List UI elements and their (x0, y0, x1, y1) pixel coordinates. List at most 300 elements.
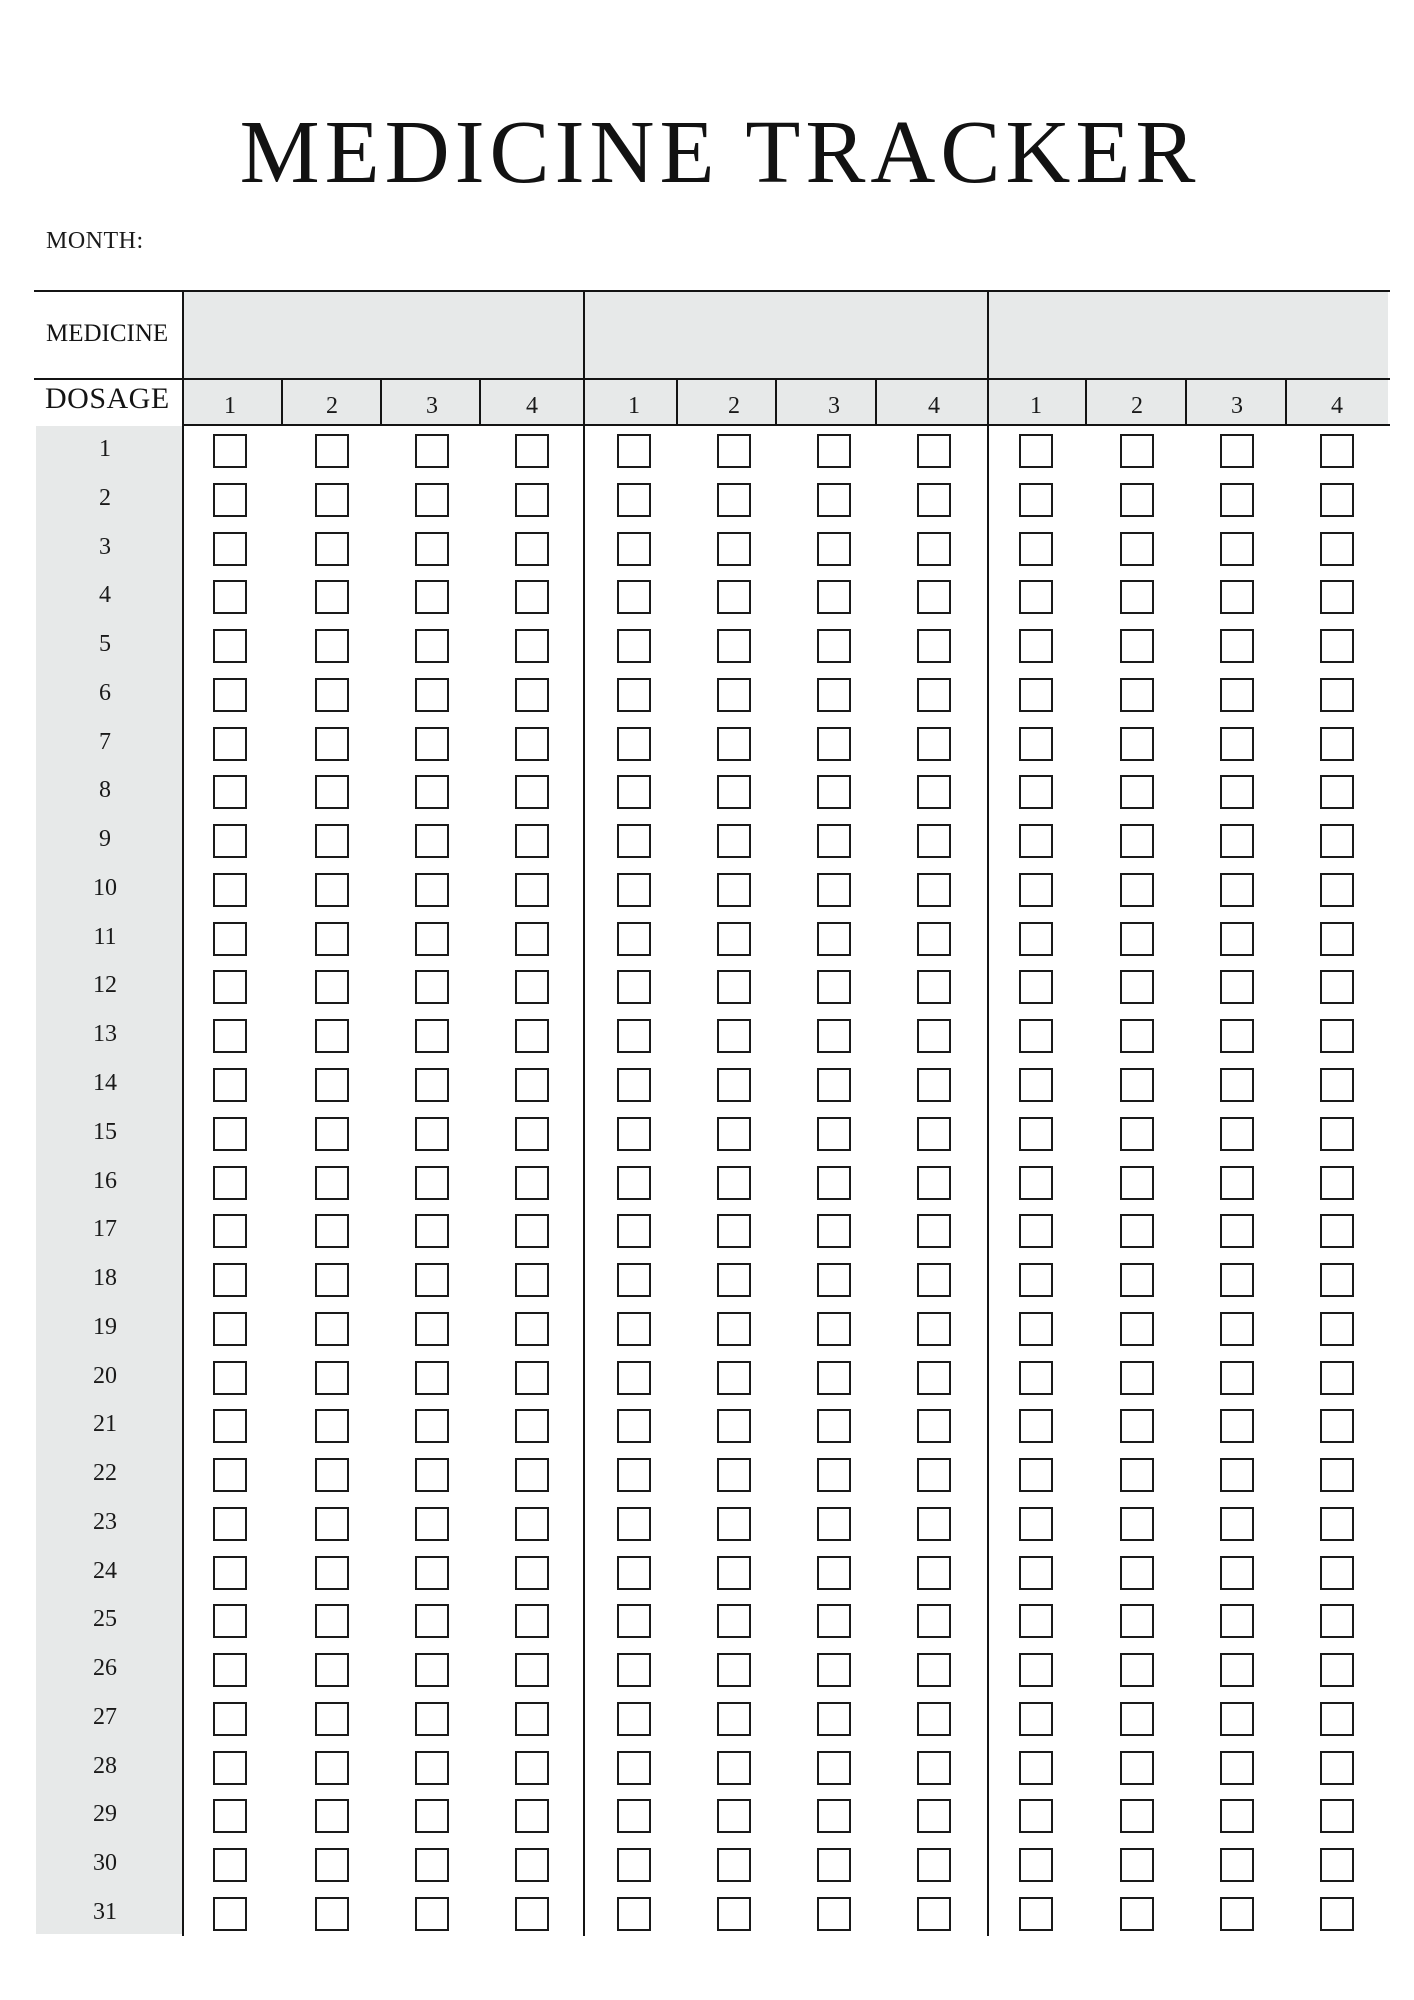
dose-checkbox[interactable] (817, 1214, 851, 1248)
dose-checkbox[interactable] (515, 1117, 549, 1151)
dose-checkbox[interactable] (717, 532, 751, 566)
dose-checkbox[interactable] (817, 678, 851, 712)
dose-checkbox[interactable] (315, 1312, 349, 1346)
dose-checkbox[interactable] (1220, 1117, 1254, 1151)
dose-checkbox[interactable] (717, 1604, 751, 1638)
dose-checkbox[interactable] (917, 1214, 951, 1248)
dose-checkbox[interactable] (315, 1458, 349, 1492)
dose-checkbox[interactable] (415, 775, 449, 809)
dose-checkbox[interactable] (617, 1702, 651, 1736)
dose-checkbox[interactable] (1120, 922, 1154, 956)
dose-checkbox[interactable] (1320, 629, 1354, 663)
dose-checkbox[interactable] (717, 629, 751, 663)
dose-checkbox[interactable] (515, 970, 549, 1004)
dose-checkbox[interactable] (1019, 922, 1053, 956)
dose-checkbox[interactable] (1220, 1458, 1254, 1492)
dose-checkbox[interactable] (1120, 580, 1154, 614)
dose-checkbox[interactable] (1120, 1312, 1154, 1346)
dose-checkbox[interactable] (515, 1214, 549, 1248)
dose-checkbox[interactable] (1220, 922, 1254, 956)
dose-checkbox[interactable] (1320, 483, 1354, 517)
dose-checkbox[interactable] (917, 775, 951, 809)
dose-checkbox[interactable] (1019, 1409, 1053, 1443)
dose-checkbox[interactable] (1220, 1214, 1254, 1248)
dose-checkbox[interactable] (515, 1409, 549, 1443)
dose-checkbox[interactable] (213, 434, 247, 468)
dose-checkbox[interactable] (213, 1507, 247, 1541)
dose-checkbox[interactable] (917, 532, 951, 566)
dose-checkbox[interactable] (1320, 1214, 1354, 1248)
dose-checkbox[interactable] (1220, 824, 1254, 858)
dose-checkbox[interactable] (315, 1409, 349, 1443)
dose-checkbox[interactable] (917, 1751, 951, 1785)
dose-checkbox[interactable] (415, 629, 449, 663)
dose-checkbox[interactable] (1019, 678, 1053, 712)
dose-checkbox[interactable] (817, 1068, 851, 1102)
dose-checkbox[interactable] (315, 727, 349, 761)
dose-checkbox[interactable] (315, 873, 349, 907)
dose-checkbox[interactable] (1019, 1556, 1053, 1590)
dose-checkbox[interactable] (213, 873, 247, 907)
dose-checkbox[interactable] (1220, 580, 1254, 614)
dose-checkbox[interactable] (1220, 1799, 1254, 1833)
dose-checkbox[interactable] (1120, 1166, 1154, 1200)
dose-checkbox[interactable] (1320, 727, 1354, 761)
dose-checkbox[interactable] (415, 1166, 449, 1200)
dose-checkbox[interactable] (213, 1653, 247, 1687)
dose-checkbox[interactable] (1120, 1604, 1154, 1638)
dose-checkbox[interactable] (917, 434, 951, 468)
dose-checkbox[interactable] (1120, 1556, 1154, 1590)
dose-checkbox[interactable] (315, 1702, 349, 1736)
dose-checkbox[interactable] (717, 1751, 751, 1785)
dose-checkbox[interactable] (1220, 970, 1254, 1004)
dose-checkbox[interactable] (617, 580, 651, 614)
dose-checkbox[interactable] (415, 1214, 449, 1248)
dose-checkbox[interactable] (1019, 727, 1053, 761)
dose-checkbox[interactable] (1120, 1214, 1154, 1248)
dose-checkbox[interactable] (717, 1507, 751, 1541)
dose-checkbox[interactable] (515, 922, 549, 956)
dose-checkbox[interactable] (213, 824, 247, 858)
dose-checkbox[interactable] (515, 1604, 549, 1638)
dose-checkbox[interactable] (1320, 970, 1354, 1004)
dose-checkbox[interactable] (1019, 532, 1053, 566)
dose-checkbox[interactable] (213, 1458, 247, 1492)
dose-checkbox[interactable] (617, 1312, 651, 1346)
dose-checkbox[interactable] (1019, 1848, 1053, 1882)
dose-checkbox[interactable] (917, 580, 951, 614)
medicine-name-field-1[interactable] (190, 292, 578, 378)
dose-checkbox[interactable] (1120, 434, 1154, 468)
dose-checkbox[interactable] (515, 824, 549, 858)
dose-checkbox[interactable] (415, 580, 449, 614)
dose-checkbox[interactable] (717, 922, 751, 956)
dose-checkbox[interactable] (1120, 873, 1154, 907)
dose-checkbox[interactable] (717, 1799, 751, 1833)
dose-checkbox[interactable] (817, 1312, 851, 1346)
dose-checkbox[interactable] (1220, 1702, 1254, 1736)
dose-checkbox[interactable] (515, 1458, 549, 1492)
dose-checkbox[interactable] (1019, 1312, 1053, 1346)
dose-checkbox[interactable] (617, 1214, 651, 1248)
dose-checkbox[interactable] (1220, 1019, 1254, 1053)
dose-checkbox[interactable] (213, 1214, 247, 1248)
dose-checkbox[interactable] (1220, 1361, 1254, 1395)
dose-checkbox[interactable] (817, 922, 851, 956)
dose-checkbox[interactable] (1120, 1409, 1154, 1443)
dose-checkbox[interactable] (1120, 1458, 1154, 1492)
dose-checkbox[interactable] (515, 1019, 549, 1053)
dose-checkbox[interactable] (817, 1166, 851, 1200)
dose-checkbox[interactable] (717, 580, 751, 614)
dose-checkbox[interactable] (315, 629, 349, 663)
dose-checkbox[interactable] (1019, 1799, 1053, 1833)
dose-checkbox[interactable] (917, 727, 951, 761)
dose-checkbox[interactable] (1320, 580, 1354, 614)
dose-checkbox[interactable] (1120, 970, 1154, 1004)
dose-checkbox[interactable] (917, 824, 951, 858)
dose-checkbox[interactable] (315, 1653, 349, 1687)
dose-checkbox[interactable] (617, 727, 651, 761)
dose-checkbox[interactable] (515, 1556, 549, 1590)
dose-checkbox[interactable] (213, 1312, 247, 1346)
dose-checkbox[interactable] (817, 873, 851, 907)
dose-checkbox[interactable] (717, 1458, 751, 1492)
dose-checkbox[interactable] (817, 1848, 851, 1882)
dose-checkbox[interactable] (1220, 775, 1254, 809)
dose-checkbox[interactable] (315, 1166, 349, 1200)
dose-checkbox[interactable] (1120, 824, 1154, 858)
dose-checkbox[interactable] (415, 1068, 449, 1102)
dose-checkbox[interactable] (617, 1409, 651, 1443)
dose-checkbox[interactable] (917, 1409, 951, 1443)
dose-checkbox[interactable] (1120, 532, 1154, 566)
dose-checkbox[interactable] (817, 1361, 851, 1395)
dose-checkbox[interactable] (1320, 1312, 1354, 1346)
dose-checkbox[interactable] (213, 580, 247, 614)
dose-checkbox[interactable] (213, 483, 247, 517)
dose-checkbox[interactable] (213, 1019, 247, 1053)
dose-checkbox[interactable] (617, 532, 651, 566)
dose-checkbox[interactable] (315, 1214, 349, 1248)
dose-checkbox[interactable] (917, 1312, 951, 1346)
dose-checkbox[interactable] (917, 1458, 951, 1492)
dose-checkbox[interactable] (617, 1117, 651, 1151)
dose-checkbox[interactable] (717, 1702, 751, 1736)
dose-checkbox[interactable] (1220, 532, 1254, 566)
dose-checkbox[interactable] (617, 1068, 651, 1102)
dose-checkbox[interactable] (1320, 1799, 1354, 1833)
dose-checkbox[interactable] (1120, 1507, 1154, 1541)
dose-checkbox[interactable] (1120, 1019, 1154, 1053)
dose-checkbox[interactable] (1019, 1117, 1053, 1151)
dose-checkbox[interactable] (917, 1702, 951, 1736)
dose-checkbox[interactable] (1019, 580, 1053, 614)
dose-checkbox[interactable] (817, 970, 851, 1004)
dose-checkbox[interactable] (213, 1263, 247, 1297)
dose-checkbox[interactable] (213, 1361, 247, 1395)
dose-checkbox[interactable] (817, 1507, 851, 1541)
dose-checkbox[interactable] (917, 1117, 951, 1151)
dose-checkbox[interactable] (917, 1507, 951, 1541)
dose-checkbox[interactable] (315, 1019, 349, 1053)
dose-checkbox[interactable] (1019, 1166, 1053, 1200)
dose-checkbox[interactable] (415, 1604, 449, 1638)
dose-checkbox[interactable] (1019, 1604, 1053, 1638)
dose-checkbox[interactable] (817, 1604, 851, 1638)
dose-checkbox[interactable] (1120, 1263, 1154, 1297)
dose-checkbox[interactable] (817, 1556, 851, 1590)
dose-checkbox[interactable] (1320, 1068, 1354, 1102)
dose-checkbox[interactable] (1120, 1702, 1154, 1736)
dose-checkbox[interactable] (213, 1117, 247, 1151)
dose-checkbox[interactable] (1320, 1166, 1354, 1200)
dose-checkbox[interactable] (1320, 1263, 1354, 1297)
dose-checkbox[interactable] (817, 1263, 851, 1297)
dose-checkbox[interactable] (717, 1214, 751, 1248)
dose-checkbox[interactable] (415, 678, 449, 712)
medicine-name-field-2[interactable] (590, 292, 982, 378)
dose-checkbox[interactable] (1320, 1019, 1354, 1053)
dose-checkbox[interactable] (617, 1361, 651, 1395)
dose-checkbox[interactable] (717, 434, 751, 468)
dose-checkbox[interactable] (717, 1409, 751, 1443)
dose-checkbox[interactable] (717, 727, 751, 761)
dose-checkbox[interactable] (717, 483, 751, 517)
dose-checkbox[interactable] (415, 434, 449, 468)
dose-checkbox[interactable] (1120, 483, 1154, 517)
dose-checkbox[interactable] (415, 1848, 449, 1882)
dose-checkbox[interactable] (213, 1166, 247, 1200)
dose-checkbox[interactable] (1019, 629, 1053, 663)
dose-checkbox[interactable] (515, 1848, 549, 1882)
dose-checkbox[interactable] (213, 775, 247, 809)
dose-checkbox[interactable] (415, 532, 449, 566)
dose-checkbox[interactable] (415, 1263, 449, 1297)
dose-checkbox[interactable] (817, 1751, 851, 1785)
dose-checkbox[interactable] (415, 1799, 449, 1833)
dose-checkbox[interactable] (515, 1361, 549, 1395)
dose-checkbox[interactable] (415, 1702, 449, 1736)
dose-checkbox[interactable] (617, 1263, 651, 1297)
dose-checkbox[interactable] (917, 1604, 951, 1638)
dose-checkbox[interactable] (415, 727, 449, 761)
dose-checkbox[interactable] (315, 970, 349, 1004)
dose-checkbox[interactable] (1019, 873, 1053, 907)
dose-checkbox[interactable] (1120, 1799, 1154, 1833)
dose-checkbox[interactable] (315, 1556, 349, 1590)
dose-checkbox[interactable] (515, 678, 549, 712)
dose-checkbox[interactable] (1220, 727, 1254, 761)
dose-checkbox[interactable] (415, 873, 449, 907)
dose-checkbox[interactable] (515, 1507, 549, 1541)
dose-checkbox[interactable] (1220, 1653, 1254, 1687)
dose-checkbox[interactable] (1320, 1361, 1354, 1395)
dose-checkbox[interactable] (717, 1653, 751, 1687)
dose-checkbox[interactable] (1120, 1751, 1154, 1785)
dose-checkbox[interactable] (617, 483, 651, 517)
dose-checkbox[interactable] (213, 1068, 247, 1102)
dose-checkbox[interactable] (1120, 1361, 1154, 1395)
dose-checkbox[interactable] (315, 678, 349, 712)
dose-checkbox[interactable] (1320, 824, 1354, 858)
dose-checkbox[interactable] (515, 1068, 549, 1102)
dose-checkbox[interactable] (1320, 1751, 1354, 1785)
dose-checkbox[interactable] (617, 970, 651, 1004)
dose-checkbox[interactable] (415, 1117, 449, 1151)
dose-checkbox[interactable] (1220, 629, 1254, 663)
dose-checkbox[interactable] (617, 1458, 651, 1492)
dose-checkbox[interactable] (213, 678, 247, 712)
dose-checkbox[interactable] (717, 1848, 751, 1882)
dose-checkbox[interactable] (515, 1799, 549, 1833)
dose-checkbox[interactable] (213, 922, 247, 956)
dose-checkbox[interactable] (515, 1312, 549, 1346)
dose-checkbox[interactable] (515, 1166, 549, 1200)
dose-checkbox[interactable] (1320, 1507, 1354, 1541)
dose-checkbox[interactable] (717, 873, 751, 907)
dose-checkbox[interactable] (717, 1556, 751, 1590)
dose-checkbox[interactable] (817, 580, 851, 614)
dose-checkbox[interactable] (1320, 922, 1354, 956)
dose-checkbox[interactable] (1220, 1068, 1254, 1102)
dose-checkbox[interactable] (917, 483, 951, 517)
dose-checkbox[interactable] (817, 1458, 851, 1492)
dose-checkbox[interactable] (315, 1263, 349, 1297)
dose-checkbox[interactable] (917, 678, 951, 712)
dose-checkbox[interactable] (817, 1897, 851, 1931)
dose-checkbox[interactable] (717, 1117, 751, 1151)
dose-checkbox[interactable] (315, 1361, 349, 1395)
dose-checkbox[interactable] (817, 1702, 851, 1736)
dose-checkbox[interactable] (1220, 1409, 1254, 1443)
dose-checkbox[interactable] (213, 727, 247, 761)
dose-checkbox[interactable] (817, 824, 851, 858)
dose-checkbox[interactable] (1120, 775, 1154, 809)
dose-checkbox[interactable] (415, 970, 449, 1004)
dose-checkbox[interactable] (1120, 1897, 1154, 1931)
dose-checkbox[interactable] (617, 1507, 651, 1541)
dose-checkbox[interactable] (1320, 1409, 1354, 1443)
dose-checkbox[interactable] (617, 434, 651, 468)
dose-checkbox[interactable] (515, 1263, 549, 1297)
dose-checkbox[interactable] (1019, 1068, 1053, 1102)
dose-checkbox[interactable] (1019, 1751, 1053, 1785)
dose-checkbox[interactable] (213, 629, 247, 663)
dose-checkbox[interactable] (213, 1751, 247, 1785)
dose-checkbox[interactable] (315, 1507, 349, 1541)
dose-checkbox[interactable] (415, 1458, 449, 1492)
dose-checkbox[interactable] (1220, 1897, 1254, 1931)
dose-checkbox[interactable] (917, 629, 951, 663)
dose-checkbox[interactable] (617, 1653, 651, 1687)
dose-checkbox[interactable] (1220, 1166, 1254, 1200)
dose-checkbox[interactable] (1220, 1312, 1254, 1346)
dose-checkbox[interactable] (213, 970, 247, 1004)
dose-checkbox[interactable] (817, 483, 851, 517)
dose-checkbox[interactable] (617, 873, 651, 907)
dose-checkbox[interactable] (415, 1409, 449, 1443)
dose-checkbox[interactable] (213, 1556, 247, 1590)
dose-checkbox[interactable] (1120, 727, 1154, 761)
dose-checkbox[interactable] (617, 1848, 651, 1882)
dose-checkbox[interactable] (315, 1799, 349, 1833)
dose-checkbox[interactable] (817, 629, 851, 663)
dose-checkbox[interactable] (917, 1799, 951, 1833)
dose-checkbox[interactable] (617, 1019, 651, 1053)
dose-checkbox[interactable] (515, 580, 549, 614)
dose-checkbox[interactable] (315, 532, 349, 566)
dose-checkbox[interactable] (415, 1897, 449, 1931)
dose-checkbox[interactable] (917, 873, 951, 907)
dose-checkbox[interactable] (213, 1897, 247, 1931)
dose-checkbox[interactable] (213, 1848, 247, 1882)
dose-checkbox[interactable] (1320, 1702, 1354, 1736)
dose-checkbox[interactable] (515, 1702, 549, 1736)
dose-checkbox[interactable] (315, 483, 349, 517)
dose-checkbox[interactable] (1019, 1507, 1053, 1541)
dose-checkbox[interactable] (1019, 1458, 1053, 1492)
dose-checkbox[interactable] (415, 1507, 449, 1541)
dose-checkbox[interactable] (1320, 1653, 1354, 1687)
dose-checkbox[interactable] (515, 775, 549, 809)
dose-checkbox[interactable] (817, 434, 851, 468)
dose-checkbox[interactable] (315, 580, 349, 614)
dose-checkbox[interactable] (717, 1068, 751, 1102)
dose-checkbox[interactable] (1320, 1897, 1354, 1931)
dose-checkbox[interactable] (1320, 873, 1354, 907)
dose-checkbox[interactable] (717, 678, 751, 712)
dose-checkbox[interactable] (415, 1653, 449, 1687)
dose-checkbox[interactable] (315, 1751, 349, 1785)
dose-checkbox[interactable] (617, 1799, 651, 1833)
dose-checkbox[interactable] (1320, 1604, 1354, 1638)
dose-checkbox[interactable] (415, 483, 449, 517)
dose-checkbox[interactable] (213, 1409, 247, 1443)
dose-checkbox[interactable] (617, 775, 651, 809)
dose-checkbox[interactable] (415, 1556, 449, 1590)
dose-checkbox[interactable] (1220, 434, 1254, 468)
dose-checkbox[interactable] (917, 1166, 951, 1200)
dose-checkbox[interactable] (717, 824, 751, 858)
dose-checkbox[interactable] (617, 678, 651, 712)
dose-checkbox[interactable] (917, 1068, 951, 1102)
dose-checkbox[interactable] (515, 483, 549, 517)
dose-checkbox[interactable] (1019, 434, 1053, 468)
dose-checkbox[interactable] (717, 1897, 751, 1931)
dose-checkbox[interactable] (1120, 1117, 1154, 1151)
dose-checkbox[interactable] (717, 1166, 751, 1200)
dose-checkbox[interactable] (213, 1799, 247, 1833)
dose-checkbox[interactable] (315, 1117, 349, 1151)
dose-checkbox[interactable] (515, 1897, 549, 1931)
dose-checkbox[interactable] (617, 1556, 651, 1590)
dose-checkbox[interactable] (515, 629, 549, 663)
dose-checkbox[interactable] (717, 1019, 751, 1053)
dose-checkbox[interactable] (1320, 1458, 1354, 1492)
dose-checkbox[interactable] (1320, 1556, 1354, 1590)
dose-checkbox[interactable] (917, 1848, 951, 1882)
dose-checkbox[interactable] (817, 532, 851, 566)
dose-checkbox[interactable] (817, 1799, 851, 1833)
dose-checkbox[interactable] (817, 1409, 851, 1443)
dose-checkbox[interactable] (1220, 873, 1254, 907)
dose-checkbox[interactable] (617, 1897, 651, 1931)
dose-checkbox[interactable] (617, 1751, 651, 1785)
dose-checkbox[interactable] (415, 922, 449, 956)
dose-checkbox[interactable] (315, 922, 349, 956)
